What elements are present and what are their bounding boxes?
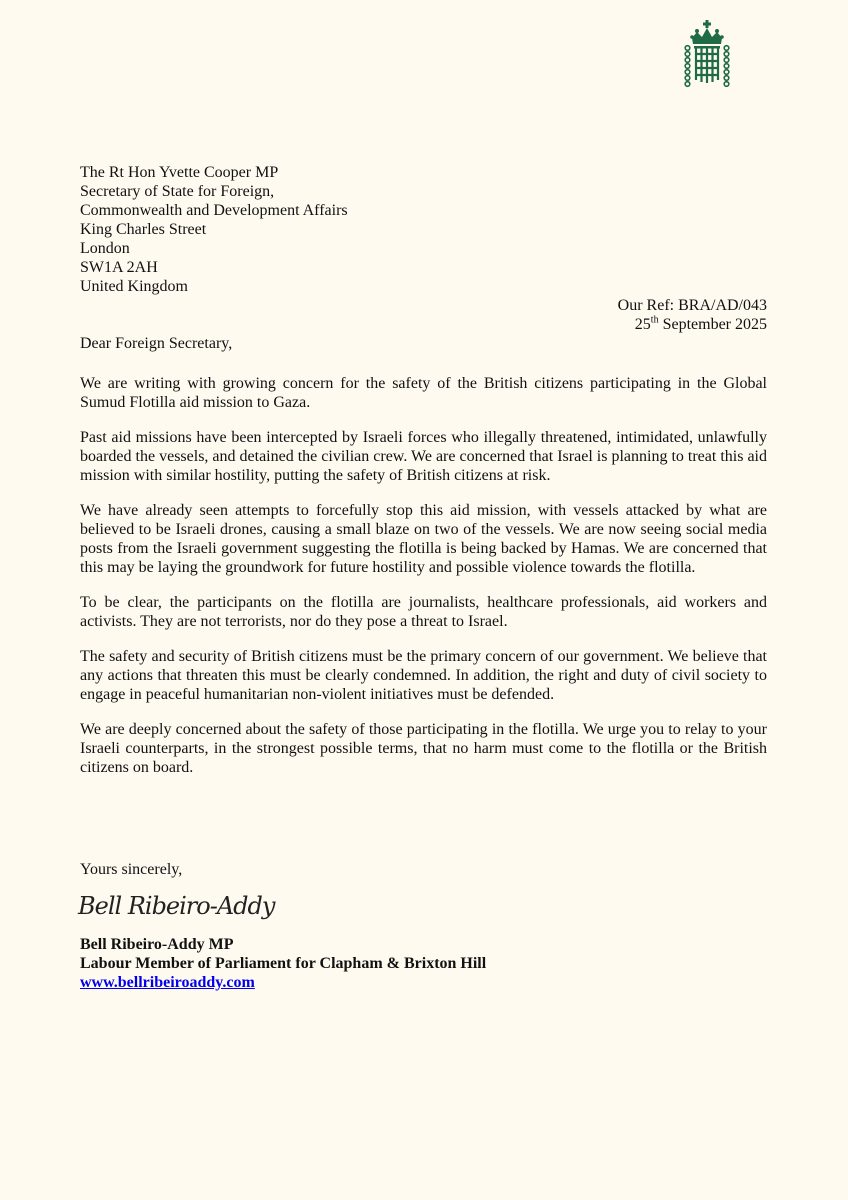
paragraph: To be clear, the participants on the flotilla are journalists, healthcare professionals, aid workers and activists. They are not terrorists, nor do they pose a threat to Israel. xyxy=(80,594,767,630)
paragraph: We are deeply concerned about the safety of those participating in the flotilla. We urge you to relay to your Israeli counterparts, in the strongest possible terms, that no harm must come to the flotilla or the British citizens on board. xyxy=(80,721,767,776)
portcullis-logo-icon xyxy=(684,20,730,92)
address-line: Secretary of State for Foreign, xyxy=(80,183,275,200)
date-suffix: th xyxy=(650,314,659,326)
date-rest: September 2025 xyxy=(658,316,767,333)
date-day: 25 xyxy=(634,316,651,333)
paragraph: We have already seen attempts to forcefully stop this aid mission, with vessels attacked by what are believed to be Israeli drones, causing a small blaze on two of the vessels. We are now seeing social media posts from the Israeli government suggesting the flotilla is being backed by Hamas. We are concerned that this may be laying the groundwork for future hostility and possible violence towards the flotilla. xyxy=(80,502,767,576)
website-link[interactable]: www.bellribeiroaddy.com xyxy=(80,974,255,991)
address-line: Commonwealth and Development Affairs xyxy=(80,202,348,219)
letter-date xyxy=(618,315,767,334)
address-line: United Kingdom xyxy=(80,278,188,295)
recipient-address xyxy=(80,163,348,296)
paragraph: Past aid missions have been intercepted by Israeli forces who illegally threatened, intimidated, unlawfully boarded the vessels, and detained the civilian crew. We are concerned that Israel is planning to treat this aid mission with similar hostility, putting the safety of British citizens at risk. xyxy=(80,429,767,484)
greeting: Dear Foreign Secretary, xyxy=(80,335,233,352)
our-ref: Our Ref: BRA/AD/043 xyxy=(617,297,767,314)
reference-block xyxy=(618,296,767,334)
paragraph: The safety and security of British citizens must be the primary concern of our government. We believe that any actions that threaten this must be clearly condemned. In addition, the right and duty of civil society to engage in peaceful humanitarian non-violent initiatives must be defended. xyxy=(80,648,767,703)
closing: Yours sincerely, xyxy=(80,861,183,878)
sender-block xyxy=(80,935,486,992)
address-line: The Rt Hon Yvette Cooper MP xyxy=(80,164,279,181)
address-line: SW1A 2AH xyxy=(80,259,158,276)
sender-title: Labour Member of Parliament for Clapham & Brixton Hill xyxy=(80,955,487,972)
address-line: London xyxy=(80,240,130,257)
signature-text: Bell Ribeiro-Addy xyxy=(78,892,275,920)
address-line: King Charles Street xyxy=(80,221,207,238)
sender-name: Bell Ribeiro-Addy MP xyxy=(80,936,234,953)
paragraph: We are writing with growing concern for the safety of the British citizens participating in the Global Sumud Flotilla aid mission to Gaza. xyxy=(80,375,767,411)
handwritten-signature xyxy=(78,892,288,938)
letter-body xyxy=(80,334,767,793)
